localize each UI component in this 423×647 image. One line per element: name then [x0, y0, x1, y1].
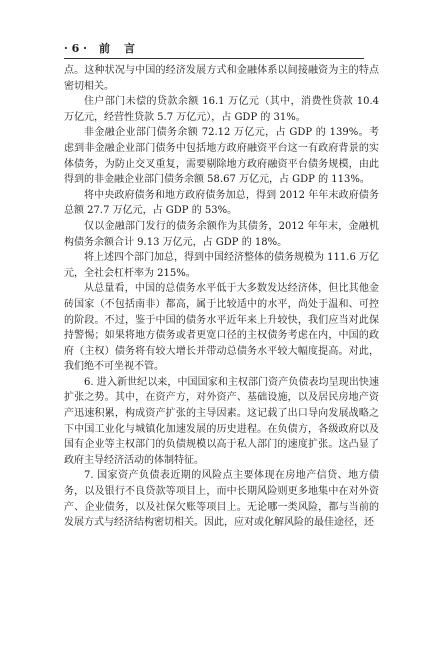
document-page: [64, 40, 379, 531]
page-header: [64, 40, 379, 56]
header-rule: [64, 58, 364, 59]
paragraph-financial-debt: 仅以金融部门发行的债务余额作为其债务，2012 年年末，金融机构债务余额合计 9.13 万亿元，占 GDP 的 18%。: [64, 220, 379, 248]
paragraph-household-debt: 住户部门未偿的贷款余额 16.1 万亿元（其中，消费性贷款 10.4 万亿元，经营性贷款 5.7 万亿元），占 GDP 的 31%。: [64, 96, 379, 123]
paragraph-point-6: 6. 进入新世纪以来，中国国家和主权部门资产负债表均呈现出快速扩张之势。其中，在资产方，对外资产、基础设施，以及居民房地产资产迅速积累，构成资产扩张的主导因素。这记载了出口导向发展战略之下中国工业化与城镇化加速发展的历史进程。在负债方，各级政府以及国有企业等主权部门的负债规模以高于私人部门的速度扩张。这凸显了政府主导经济活动的体制特征。: [64, 376, 379, 466]
paragraph-point-7: 7. 国家资产负债表近期的风险点主要体现在房地产信贷、地方债务，以及银行不良贷款等项目上，而中长期风险则更多地集中在对外资产、企业债务，以及社保欠账等项目上。无论哪一类风险，都与当前的发展方式与经济结构密切相关。因此，应对或化解风险的最佳途径，还: [64, 470, 379, 529]
paragraph-continuation: 点。这种状况与中国的经济发展方式和金融体系以间接融资为主的特点密切相关。: [64, 65, 379, 92]
paragraph-assessment: 从总量看，中国的总债务水平低于大多数发达经济体，但比其他金砖国家（不包括南非）都高，属于比较适中的水平，尚处于温和、可控的阶段。不过，鉴于中国的债务水平近年来上升较快，我们应当对此保持警惕；如果将地方债务或者更宽口径的主权债务考虑在内，中国的政府（主权）债务将有较大增长并带动总债务水平较大幅度提高。对此，我们绝不可坐视不管。: [64, 283, 379, 373]
paragraph-corporate-debt: 非金融企业部门债务余额 72.12 万亿元，占 GDP 的 139%。考虑到非金融企业部门债务中包括地方政府融资平台这一有政府背景的实体债务，为防止交叉重复，需要剔除地方政府融资平台债务规模，由此得到的非金融企业部门债务余额 58.67 万亿元，占 GDP 的 113%。: [64, 127, 379, 186]
paragraph-government-debt: 将中央政府债务和地方政府债务加总，得到 2012 年年末政府债务总额 27.7 万亿元，占 GDP 的 53%。: [64, 189, 379, 217]
running-title: 前言: [98, 42, 149, 55]
paragraph-total-debt: 将上述四个部门加总，得到中国经济整体的债务规模为 111.6 万亿元，全社会杠杆率为 215%。: [64, 252, 379, 279]
page-number: · 6 ·: [64, 42, 87, 55]
